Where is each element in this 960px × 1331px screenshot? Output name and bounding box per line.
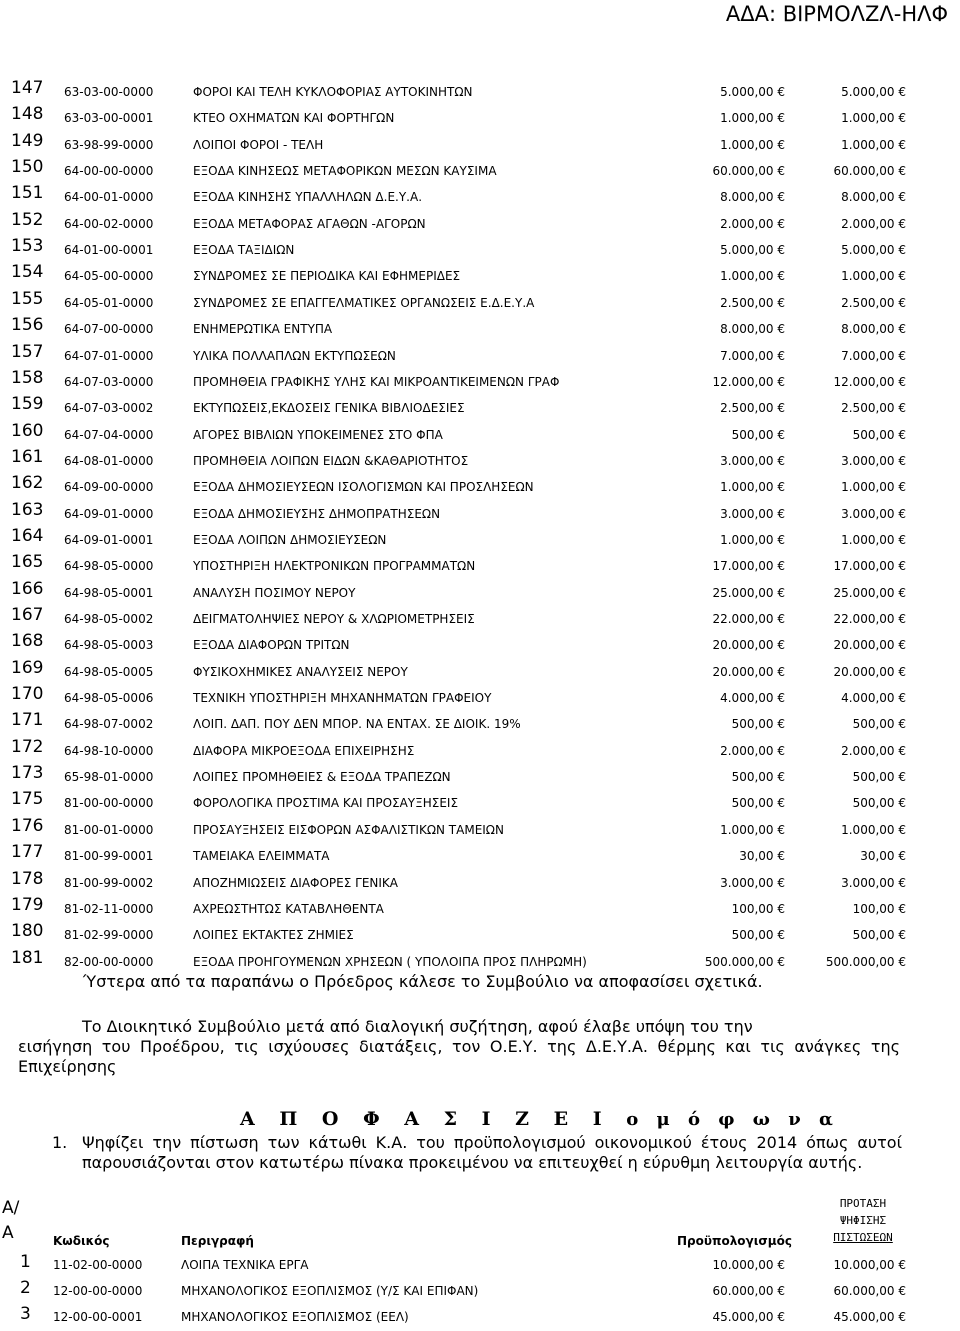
table-row	[0, 317, 960, 343]
table-row	[0, 791, 960, 817]
table-row	[0, 396, 960, 422]
account-code: 64-08-01-0000	[64, 453, 154, 468]
account-code: 64-07-01-0000	[64, 348, 154, 363]
credit-amount: 3.000,00 €	[841, 453, 906, 468]
row-number: 180	[11, 921, 44, 942]
account-description: ΠΡΟΜΗΘΕΙΑ ΛΟΙΠΩΝ ΕΙΔΩΝ &ΚΑΘΑΡΙΟΤΗΤΟΣ	[193, 453, 469, 468]
account-description: ΚΤΕΟ ΟΧΗΜΑΤΩΝ ΚΑΙ ΦΟΡΤΗΓΩΝ	[193, 111, 395, 126]
credit-amount: 22.000,00 €	[833, 612, 906, 626]
budget-amount: 500,00 €	[731, 796, 785, 811]
credit-amount: 1.000,00 €	[841, 269, 906, 284]
account-description: ΦΟΡΟΛΟΓΙΚΑ ΠΡΟΣΤΙΜΑ ΚΑΙ ΠΡΟΣΑΥΞΗΣΕΙΣ	[193, 796, 459, 811]
account-code: 64-05-00-0000	[64, 269, 154, 284]
account-description: ΣΥΝΔΡΟΜΕΣ ΣΕ ΕΠΑΓΓΕΛΜΑΤΙΚΕΣ ΟΡΓΑΝΩΣΕΙΣ Ε.Δ.Ε.Υ.Α	[193, 295, 535, 310]
account-description: ΜΗΧΑΝΟΛΟΓΙΚΟΣ ΕΞΟΠΛΙΣΜΟΣ (ΕΕΛ)	[181, 1310, 409, 1324]
account-code: 64-00-00-0000	[64, 164, 154, 179]
credit-amount: 1.000,00 €	[841, 137, 906, 152]
header-proposal-line3: ΠΙΣΤΩΣΕΩΝ	[833, 1231, 893, 1244]
account-code: 64-98-05-0001	[64, 585, 154, 600]
header-proposal-line1: ΠΡΟΤΑΣΗ	[839, 1197, 887, 1210]
row-number: 147	[11, 78, 44, 98]
item-number: 1.	[52, 1133, 68, 1152]
row-number: 150	[11, 157, 44, 178]
budget-amount: 500,00 €	[731, 770, 785, 785]
credit-amount: 1.000,00 €	[841, 480, 906, 495]
row-number: 156	[11, 315, 44, 336]
budget-amount: 60.000,00 €	[712, 1284, 785, 1298]
account-code: 64-98-07-0002	[64, 717, 154, 732]
budget-amount: 20.000,00 €	[712, 664, 785, 679]
row-number: 163	[11, 499, 44, 520]
credit-amount: 8.000,00 €	[841, 322, 906, 337]
table-row	[0, 844, 960, 870]
account-description: ΕΞΟΔΑ ΚΙΝΗΣΕΩΣ ΜΕΤΑΦΟΡΙΚΩΝ ΜΕΣΩΝ ΚΑΥΣΙΜΑ	[193, 164, 497, 179]
table-row	[0, 765, 960, 791]
table-row	[0, 686, 960, 712]
table-row	[0, 288, 960, 317]
budget-amount: 8.000,00 €	[720, 190, 785, 205]
budget-amount: 17.000,00 €	[712, 559, 785, 574]
table-row	[0, 209, 960, 238]
account-code: 64-98-05-0003	[64, 638, 154, 653]
credit-amount: 2.000,00 €	[841, 216, 906, 231]
table-row	[0, 446, 960, 475]
row-number: 164	[11, 525, 44, 546]
account-code: 63-03-00-0000	[64, 85, 154, 99]
account-code: 82-00-00-0000	[64, 954, 154, 969]
budget-amount: 1.000,00 €	[720, 532, 785, 547]
account-description: ΕΞΟΔΑ ΤΑΞΙΔΙΩΝ	[193, 243, 295, 258]
row-number: 173	[11, 763, 44, 784]
account-description: ΕΞΟΔΑ ΛΟΙΠΩΝ ΔΗΜΟΣΙΕΥΣΕΩΝ	[193, 532, 387, 547]
row-number: 158	[11, 367, 44, 388]
account-description: ΕΞΟΔΑ ΔΗΜΟΣΙΕΥΣΗΣ ΔΗΜΟΠΡΑΤΗΣΕΩΝ	[193, 506, 441, 521]
account-description: ΛΟΙΠΕΣ ΠΡΟΜΗΘΕΙΕΣ & ΕΞΟΔΑ ΤΡΑΠΕΖΩΝ	[193, 770, 451, 785]
row-number: 179	[11, 894, 44, 915]
row-number: 3	[20, 1304, 31, 1324]
table-row	[0, 499, 960, 528]
credit-amount: 45.000,00 €	[833, 1310, 906, 1324]
table-row	[0, 475, 960, 501]
budget-amount: 500,00 €	[731, 928, 785, 943]
account-code: 81-02-99-0000	[64, 928, 154, 943]
account-code: 64-98-10-0000	[64, 743, 154, 758]
note-text: Ύστερα από τα παραπάνω ο Πρόεδρος κάλεσε το Συμβούλιο να αποφασίσει σχετικά.	[83, 972, 763, 991]
account-description: ΔΙΑΦΟΡΑ ΜΙΚΡΟΕΞΟΔΑ ΕΠΙΧΕΙΡΗΣΗΣ	[193, 743, 415, 758]
account-code: 64-07-00-0000	[64, 322, 154, 337]
account-code: 12-00-00-0000	[53, 1284, 143, 1298]
paragraph-first-line: Το Διοικητικό Συμβούλιο μετά από διαλογική συζήτηση, αφού έλαβε υπόψη του την	[82, 1017, 753, 1036]
account-code: 12-00-00-0001	[53, 1310, 143, 1324]
budget-amount: 1.000,00 €	[720, 137, 785, 152]
table-row	[0, 657, 960, 686]
account-code: 11-02-00-0000	[53, 1258, 143, 1272]
paragraph-rest: εισήγηση του Προέδρου, τις ισχύουσες διατάξεις, τον Ο.Ε.Υ. της Δ.Ε.Υ.Α. θέρμης και τις ανάγκες της Επιχείρησης	[18, 1037, 900, 1076]
header-proposal	[818, 1195, 908, 1246]
account-description: ΔΕΙΓΜΑΤΟΛΗΨΙΕΣ ΝΕΡΟΥ & ΧΛΩΡΙΟΜΕΤΡΗΣΕΙΣ	[193, 612, 475, 626]
heading-upper: Α Π Ο Φ Α Σ Ι Ζ Ε Ι	[240, 1108, 611, 1130]
row-number: 152	[11, 209, 44, 230]
row-number: 154	[11, 262, 44, 283]
budget-amount: 10.000,00 €	[712, 1258, 785, 1272]
account-code: 64-09-00-0000	[64, 480, 154, 495]
row-number: 2	[20, 1278, 31, 1298]
account-description: ΣΥΝΔΡΟΜΕΣ ΣΕ ΠΕΡΙΟΔΙΚΑ ΚΑΙ ΕΦΗΜΕΡΙΔΕΣ	[193, 269, 461, 284]
aa-header	[2, 1196, 19, 1246]
account-description: ΕΞΟΔΑ ΚΙΝΗΣΗΣ ΥΠΑΛΛΗΛΩΝ Δ.Ε.Υ.Α.	[193, 190, 423, 205]
table-row	[0, 1253, 960, 1279]
row-number: 166	[11, 578, 44, 599]
row-number: 1	[20, 1252, 31, 1272]
header-code: Κωδικός	[53, 1234, 110, 1248]
budget-amount: 25.000,00 €	[712, 585, 785, 600]
budget-amount: 60.000,00 €	[712, 164, 785, 179]
table-row	[0, 923, 960, 949]
account-code: 64-09-01-0001	[64, 532, 154, 547]
budget-amount: 45.000,00 €	[712, 1310, 785, 1324]
budget-amount: 2.000,00 €	[720, 216, 785, 231]
row-number: 168	[11, 631, 44, 652]
table-row	[0, 578, 960, 607]
account-code: 64-09-01-0000	[64, 506, 154, 521]
row-number: 151	[11, 183, 44, 204]
budget-amount: 1.000,00 €	[720, 111, 785, 126]
table-row	[0, 185, 960, 211]
account-description: ΕΞΟΔΑ ΔΗΜΟΣΙΕΥΣΕΩΝ ΙΣΟΛΟΓΙΣΜΩΝ ΚΑΙ ΠΡΟΣΛΗΣΕΩΝ	[193, 480, 534, 495]
credit-amount: 3.000,00 €	[841, 506, 906, 521]
credit-amount: 60.000,00 €	[833, 164, 906, 179]
row-number: 162	[11, 473, 44, 494]
credit-amount: 100,00 €	[852, 901, 906, 916]
row-number: 165	[11, 552, 44, 573]
account-description: ΕΞΟΔΑ ΜΕΤΑΦΟΡΑΣ ΑΓΑΘΩΝ -ΑΓΟΡΩΝ	[193, 216, 426, 231]
account-code: 81-00-99-0002	[64, 875, 154, 890]
table-row	[0, 159, 960, 185]
credit-amount: 500,00 €	[852, 717, 906, 732]
account-description: ΕΚΤΥΠΩΣΕΙΣ,ΕΚΔΟΣΕΙΣ ΓΕΝΙΚΑ ΒΙΒΛΙΟΔΕΣΙΕΣ	[193, 401, 465, 416]
account-code: 64-98-05-0005	[64, 664, 154, 679]
credit-amount: 500.000,00 €	[825, 954, 906, 969]
account-description: ΑΓΟΡΕΣ ΒΙΒΛΙΩΝ ΥΠΟΚΕΙΜΕΝΕΣ ΣΤΟ ΦΠΑ	[193, 427, 443, 442]
header-description: Περιγραφή	[181, 1234, 254, 1248]
credit-amount: 2.500,00 €	[841, 401, 906, 416]
credit-amount: 500,00 €	[852, 427, 906, 442]
row-number: 169	[11, 657, 44, 678]
credit-amount: 20.000,00 €	[833, 664, 906, 679]
account-description: ΕΞΟΔΑ ΔΙΑΦΟΡΩΝ ΤΡΙΤΩΝ	[193, 638, 350, 653]
account-code: 63-03-00-0001	[64, 111, 154, 126]
table-row	[0, 607, 960, 633]
account-description: ΕΞΟΔΑ ΠΡΟΗΓΟΥΜΕΝΩΝ ΧΡΗΣΕΩΝ ( ΥΠΟΛΟΙΠΑ ΠΡΟΣ ΠΛΗΡΩΜΗ)	[193, 954, 587, 969]
budget-amount: 5.000,00 €	[720, 85, 785, 99]
budget-amount: 22.000,00 €	[712, 612, 785, 626]
budget-amount: 500,00 €	[731, 427, 785, 442]
credit-amount: 1.000,00 €	[841, 111, 906, 126]
credit-amount: 500,00 €	[852, 770, 906, 785]
account-code: 81-00-01-0000	[64, 822, 154, 837]
account-code: 64-07-04-0000	[64, 427, 154, 442]
account-code: 64-98-05-0002	[64, 612, 154, 626]
account-description: ΤΕΧΝΙΚΗ ΥΠΟΣΤΗΡΙΞΗ ΜΗΧΑΝΗΜΑΤΩΝ ΓΡΑΦΕΙΟΥ	[193, 691, 492, 706]
budget-amount: 7.000,00 €	[720, 348, 785, 363]
table-row	[0, 525, 960, 554]
account-code: 65-98-01-0000	[64, 770, 154, 785]
account-description: ΑΝΑΛΥΣΗ ΠΟΣΙΜΟΥ ΝΕΡΟΥ	[193, 585, 356, 600]
budget-amount: 8.000,00 €	[720, 322, 785, 337]
table-row	[0, 894, 960, 923]
table-row	[0, 420, 960, 449]
credit-amount: 2.500,00 €	[841, 295, 906, 310]
budget-amount: 12.000,00 €	[712, 374, 785, 389]
table-row	[0, 106, 960, 132]
credit-amount: 10.000,00 €	[833, 1258, 906, 1272]
account-description: ΛΟΙΠΑ ΤΕΧΝΙΚΑ ΕΡΓΑ	[181, 1258, 309, 1272]
table-row	[0, 80, 960, 106]
table-row	[0, 130, 960, 159]
account-description: ΥΛΙΚΑ ΠΟΛΛΑΠΛΩΝ ΕΚΤΥΠΩΣΕΩΝ	[193, 348, 396, 363]
account-description: ΛΟΙΠ. ΔΑΠ. ΠΟΥ ΔΕΝ ΜΠΟΡ. ΝΑ ΕΝΤΑΧ. ΣΕ ΔΙΟΙΚ. 19%	[193, 717, 521, 732]
budget-amount: 3.000,00 €	[720, 875, 785, 890]
row-number: 176	[11, 815, 44, 836]
budget-amount: 500,00 €	[731, 717, 785, 732]
header-proposal-line2: ΨΗΦΙΣΗΣ	[839, 1214, 887, 1227]
account-description: ΤΑΜΕΙΑΚΑ ΕΛΕΙΜΜΑΤΑ	[193, 849, 330, 864]
table-row	[0, 868, 960, 897]
credit-amount: 4.000,00 €	[841, 691, 906, 706]
row-number: 155	[11, 288, 44, 309]
account-code: 64-98-05-0006	[64, 691, 154, 706]
row-number: 172	[11, 736, 44, 757]
table-row	[0, 736, 960, 765]
credit-amount: 60.000,00 €	[833, 1284, 906, 1298]
budget-amount: 1.000,00 €	[720, 269, 785, 284]
budget-amount: 1.000,00 €	[720, 822, 785, 837]
row-number: 177	[11, 842, 44, 863]
row-number: 153	[11, 236, 44, 257]
row-number: 148	[11, 104, 44, 125]
account-code: 81-02-11-0000	[64, 901, 154, 916]
table-row	[0, 1305, 960, 1331]
account-code: 64-98-05-0000	[64, 559, 154, 574]
credit-amount: 5.000,00 €	[841, 85, 906, 99]
budget-amount: 2.000,00 €	[720, 743, 785, 758]
row-number: 178	[11, 868, 44, 889]
credit-amount: 20.000,00 €	[833, 638, 906, 653]
account-code: 64-00-02-0000	[64, 216, 154, 231]
row-number: 149	[11, 130, 44, 151]
row-number: 170	[11, 684, 44, 705]
item-text: Ψηφίζει την πίστωση των κάτωθι Κ.Α. του προϋπολογισμού οικονομικού έτους 2014 όπως αυτοί παρουσιάζονται στον κατωτέρω πίνακα προκειμένου να επιτευχθεί η εύρυθμη λειτουργία αυτής.	[82, 1133, 902, 1172]
account-description: ΠΡΟΜΗΘΕΙΑ ΓΡΑΦΙΚΗΣ ΥΛΗΣ ΚΑΙ ΜΙΚΡΟΑΝΤΙΚΕΙΜΕΝΩΝ ΓΡΑΦ	[193, 374, 560, 389]
account-description: ΕΝΗΜΕΡΩΤΙΚΑ ΕΝΤΥΠΑ	[193, 322, 333, 337]
credit-amount: 5.000,00 €	[841, 243, 906, 258]
account-code: 81-00-00-0000	[64, 796, 154, 811]
account-code: 64-05-01-0000	[64, 295, 154, 310]
header-budget: Προϋπολογισμός	[677, 1234, 792, 1248]
budget-amount: 500.000,00 €	[704, 954, 785, 969]
table-row	[0, 264, 960, 290]
account-code: 64-00-01-0000	[64, 190, 154, 205]
table-row	[0, 554, 960, 580]
row-number: 181	[11, 947, 44, 968]
account-description: ΜΗΧΑΝΟΛΟΓΙΚΟΣ ΕΞΟΠΛΙΣΜΟΣ (Υ/Σ ΚΑΙ ΕΠΙΦΑΝ)	[181, 1284, 479, 1298]
account-description: ΦΟΡΟΙ ΚΑΙ ΤΕΛΗ ΚΥΚΛΟΦΟΡΙΑΣ ΑΥΤΟΚΙΝΗΤΩΝ	[193, 85, 473, 99]
account-description: ΠΡΟΣΑΥΞΗΣΕΙΣ ΕΙΣΦΟΡΩΝ ΑΣΦΑΛΙΣΤΙΚΩΝ ΤΑΜΕΙΩΝ	[193, 822, 504, 837]
account-code: 81-00-99-0001	[64, 849, 154, 864]
credit-amount: 500,00 €	[852, 928, 906, 943]
row-number: 157	[11, 341, 44, 362]
budget-amount: 3.000,00 €	[720, 506, 785, 521]
credit-amount: 1.000,00 €	[841, 532, 906, 547]
table-row	[0, 238, 960, 264]
table-row	[0, 341, 960, 370]
credit-amount: 7.000,00 €	[841, 348, 906, 363]
credit-amount: 30,00 €	[860, 849, 906, 864]
decision-heading	[240, 1108, 839, 1130]
row-number: 161	[11, 446, 44, 467]
budget-amount: 3.000,00 €	[720, 453, 785, 468]
credit-amount: 500,00 €	[852, 796, 906, 811]
budget-amount: 30,00 €	[739, 849, 785, 864]
decision-paragraph	[18, 1017, 900, 1077]
account-description: ΛΟΙΠΟΙ ΦΟΡΟΙ - ΤΕΛΗ	[193, 137, 324, 152]
budget-amount: 2.500,00 €	[720, 295, 785, 310]
table-row	[0, 367, 960, 396]
credit-amount: 12.000,00 €	[833, 374, 906, 389]
row-number: 160	[11, 420, 44, 441]
credit-amount: 17.000,00 €	[833, 559, 906, 574]
row-number: 171	[11, 710, 44, 731]
budget-amount: 1.000,00 €	[720, 480, 785, 495]
credit-amount: 2.000,00 €	[841, 743, 906, 758]
ada-code: ΑΔΑ: ΒΙΡΜΟΛΖΛ-ΗΛΦ	[725, 2, 948, 26]
account-code: 63-98-99-0000	[64, 137, 154, 152]
account-description: ΑΧΡΕΩΣΤΗΤΩΣ ΚΑΤΑΒΛΗΘΕΝΤΑ	[193, 901, 384, 916]
account-description: ΥΠΟΣΤΗΡΙΞΗ ΗΛΕΚΤΡΟΝΙΚΩΝ ΠΡΟΓΡΑΜΜΑΤΩΝ	[193, 559, 476, 574]
credit-amount: 1.000,00 €	[841, 822, 906, 837]
budget-amount: 2.500,00 €	[720, 401, 785, 416]
table-row	[0, 1279, 960, 1305]
account-description: ΦΥΣΙΚΟΧΗΜΙΚΕΣ ΑΝΑΛΥΣΕΙΣ ΝΕΡΟΥ	[193, 664, 408, 679]
aa-header-line1: Α/	[2, 1198, 20, 1218]
table-row	[0, 712, 960, 738]
budget-amount: 100,00 €	[731, 901, 785, 916]
account-description: ΛΟΙΠΕΣ ΕΚΤΑΚΤΕΣ ΖΗΜΙΕΣ	[193, 928, 354, 943]
budget-amount: 5.000,00 €	[720, 243, 785, 258]
credit-amount: 3.000,00 €	[841, 875, 906, 890]
account-description: ΑΠΟΖΗΜΙΩΣΕΙΣ ΔΙΑΦΟΡΕΣ ΓΕΝΙΚΑ	[193, 875, 399, 890]
account-code: 64-07-03-0002	[64, 401, 154, 416]
aa-header-line2: Α	[2, 1223, 14, 1243]
credit-amount: 8.000,00 €	[841, 190, 906, 205]
budget-amount: 4.000,00 €	[720, 691, 785, 706]
row-number: 175	[11, 789, 44, 810]
table-row	[0, 815, 960, 844]
table-row	[0, 633, 960, 659]
budget-amount: 20.000,00 €	[712, 638, 785, 653]
account-code: 64-07-03-0000	[64, 374, 154, 389]
row-number: 167	[11, 605, 44, 625]
account-code: 64-01-00-0001	[64, 243, 154, 258]
row-number: 159	[11, 394, 44, 415]
credit-amount: 25.000,00 €	[833, 585, 906, 600]
heading-lower: ο μ ό φ ω ν α	[626, 1109, 839, 1130]
